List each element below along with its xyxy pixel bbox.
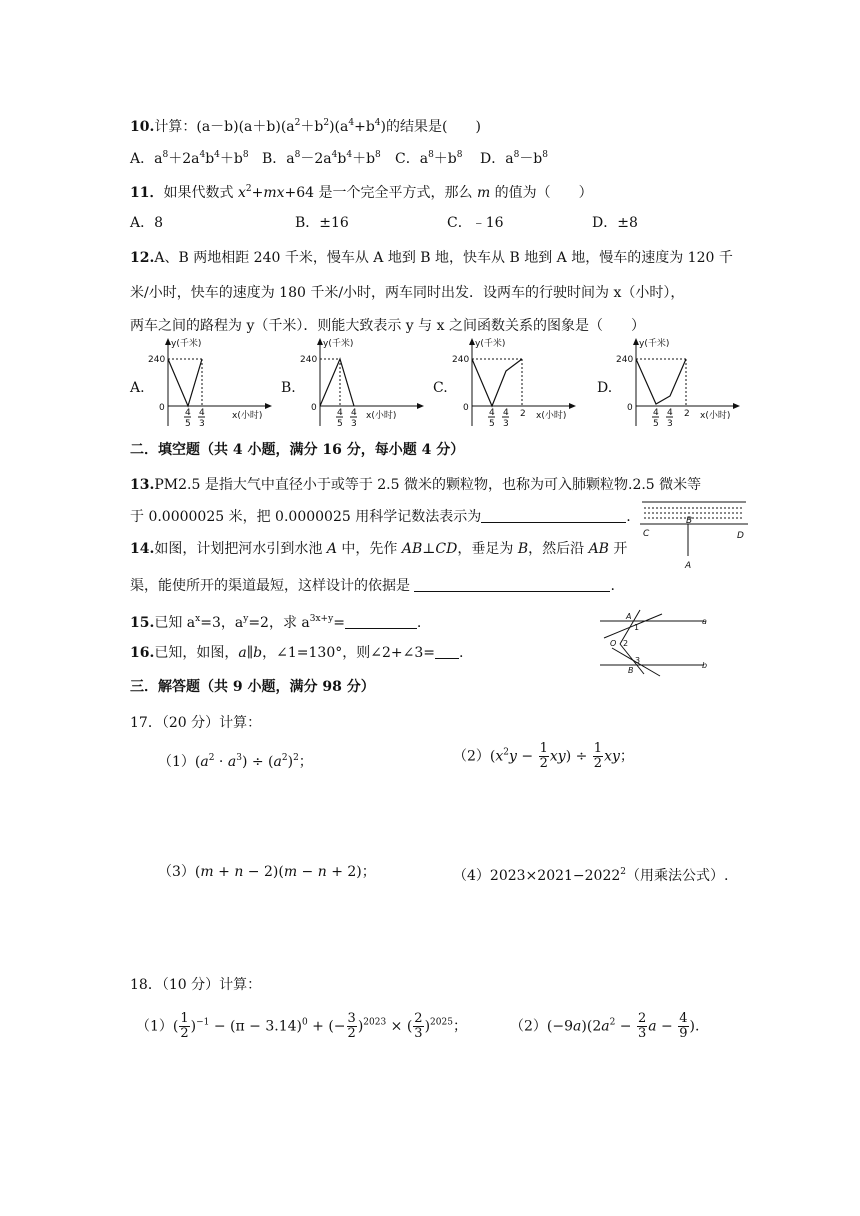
q12-line3: 两车之间的路程为 y（千米）．则能大致表示 y 与 x 之间函数关系的图象是（ ） (130, 318, 645, 334)
q14-line2: 渠，能使所开的渠道最短，这样设计的依据是 . (130, 578, 615, 594)
q17-part-4: $(4)2023\times 2021-2022^2$（用乘法公式）. (453, 867, 729, 884)
q12-graph-a (148, 336, 273, 431)
q12-option-b: B. (281, 380, 296, 396)
svg-text:x(小时): x(小时) (536, 411, 567, 421)
q10-option-a: A．$a^8+2a^4b^4+b^8$ (130, 150, 249, 167)
svg-text:2: 2 (684, 409, 690, 419)
svg-text:0: 0 (627, 403, 633, 413)
q10-stem: 10.计算：$(a-b)(a+b)(a^2+b^2)(a^4+b^4)$的结果是( ) (130, 118, 481, 135)
svg-text:4: 4 (489, 408, 495, 418)
svg-text:4: 4 (337, 408, 343, 418)
q11-option-a: A．8 (130, 215, 164, 231)
svg-text:0: 0 (311, 403, 317, 413)
svg-text:4: 4 (351, 408, 357, 418)
svg-text:b: b (702, 661, 708, 670)
svg-text:x(小时): x(小时) (700, 411, 731, 421)
q17-part-3: （3）(m + n − 2)(m − n + 2)； (158, 864, 376, 880)
q13-answer-blank (481, 522, 626, 523)
svg-text:5: 5 (489, 419, 495, 429)
svg-text:x(小时): x(小时) (232, 411, 263, 421)
q13-line1: 13.PM2.5 是指大气中直径小于或等于 2.5 微米的颗粒物，也称为可入肺颗粒物.2.5 微米等 (130, 477, 702, 493)
svg-text:3: 3 (351, 419, 357, 429)
svg-text:3: 3 (199, 419, 205, 429)
svg-text:a: a (702, 617, 707, 626)
section-2-heading: 二．填空题（共 4 小题，满分 16 分，每小题 4 分） (130, 442, 465, 458)
svg-text:x(小时): x(小时) (366, 411, 397, 421)
section-3-heading: 三．解答题（共 9 小题，满分 98 分） (130, 679, 375, 695)
svg-text:3: 3 (667, 419, 673, 429)
q18-part-1: （1）( $\frac{1}{2}$ )$^{-1} - (\pi - 3.14)^0$ + (− $\frac{3}{2}$ )$^{2023}$ × ( $\frac{2}{3}$ )$^{2025}$； (136, 1011, 467, 1041)
svg-text:3: 3 (635, 656, 641, 665)
q11-stem: 11．如果代数式 $x^2+mx+64$ 是一个完全平方式，那么 m 的值为（ ） (130, 184, 593, 201)
q11-option-c: C．﹣16 (447, 215, 504, 231)
q12-graph-c (452, 336, 577, 431)
svg-text:3: 3 (503, 419, 509, 429)
q12-graph-d (616, 336, 741, 431)
q11-option-b: B．±16 (295, 215, 349, 231)
svg-text:D: D (737, 531, 744, 541)
q10-option-b: B．$a^8-2a^4b^4+b^8$ (262, 150, 381, 167)
svg-text:240: 240 (148, 355, 166, 365)
q18-heading: 18．（10 分）计算： (130, 977, 262, 993)
svg-text:y(千米): y(千米) (323, 339, 354, 349)
q11-option-d: D．±8 (592, 215, 638, 231)
svg-text:A: A (685, 561, 692, 571)
svg-text:C: C (643, 529, 650, 539)
q12-option-d: D. (597, 380, 613, 396)
q15-stem: 15.已知 $a^x=3$，$a^y=2$，求 $a^{3x+y}=$ . (130, 614, 422, 631)
svg-text:O: O (610, 639, 617, 648)
q14-figure (636, 495, 752, 571)
svg-text:B: B (628, 666, 634, 675)
q10-option-d: D．$a^8-b^8$ (480, 150, 549, 167)
q16-figure (592, 608, 712, 678)
q17-part-2: $(2)(x^2y$ − $\frac{1}{2}$ xy) ÷ $\frac{1}{2}$ xy； (453, 741, 634, 771)
svg-text:240: 240 (452, 355, 470, 365)
svg-text:0: 0 (159, 403, 165, 413)
q12-line2: 米/小时，快车的速度为 180 千米/小时，两车同时出发．设两车的行驶时间为 x（小时）， (130, 285, 685, 301)
svg-text:2: 2 (520, 409, 526, 419)
svg-text:5: 5 (653, 419, 659, 429)
q13-line2: 于 0.0000025 米，把 0.0000025 用科学记数法表示为 . (130, 509, 631, 525)
svg-text:y(千米): y(千米) (475, 339, 506, 349)
svg-text:240: 240 (616, 355, 634, 365)
q12-option-a: A. (130, 380, 145, 396)
svg-text:2: 2 (623, 639, 629, 648)
svg-text:B: B (686, 516, 693, 526)
q18-part-2: $(2)(-9a)(2a^2$ − $\frac{2}{3}$ a − $\frac{4}{9}$ ). (510, 1011, 700, 1041)
svg-text:4: 4 (503, 408, 509, 418)
q17-heading: 17．（20 分）计算： (130, 715, 262, 731)
q16-stem: 16.已知，如图，a∥b，∠1=130°，则∠2+∠3= . (130, 645, 464, 661)
svg-text:5: 5 (185, 419, 191, 429)
q17-part-1: $(1)(a^2 \cdot a^3) \div (a^2)^2$； (158, 753, 313, 770)
svg-text:A: A (626, 612, 632, 621)
svg-text:4: 4 (185, 408, 191, 418)
q16-answer-blank (435, 658, 459, 659)
svg-text:5: 5 (337, 419, 343, 429)
q15-answer-blank (345, 628, 417, 629)
q14-answer-blank (414, 591, 610, 592)
svg-text:0: 0 (463, 403, 469, 413)
q12-graph-b (300, 336, 425, 431)
svg-text:y(千米): y(千米) (171, 339, 202, 349)
q10-option-c: C．$a^8+b^8$ (395, 150, 463, 167)
svg-text:1: 1 (634, 623, 640, 632)
q14-line1: 14.如图，计划把河水引到水池 A 中，先作 AB⊥CD，垂足为 B，然后沿 AB 开 (130, 541, 628, 557)
svg-text:240: 240 (300, 355, 318, 365)
svg-text:4: 4 (653, 408, 659, 418)
q12-line1: 12.A、B 两地相距 240 千米，慢车从 A 地到 B 地，快车从 B 地到 A 地，慢车的速度为 120 千 (130, 250, 733, 266)
svg-text:y(千米): y(千米) (639, 339, 670, 349)
svg-text:4: 4 (199, 408, 205, 418)
svg-text:4: 4 (667, 408, 673, 418)
q12-option-c: C. (433, 380, 448, 396)
